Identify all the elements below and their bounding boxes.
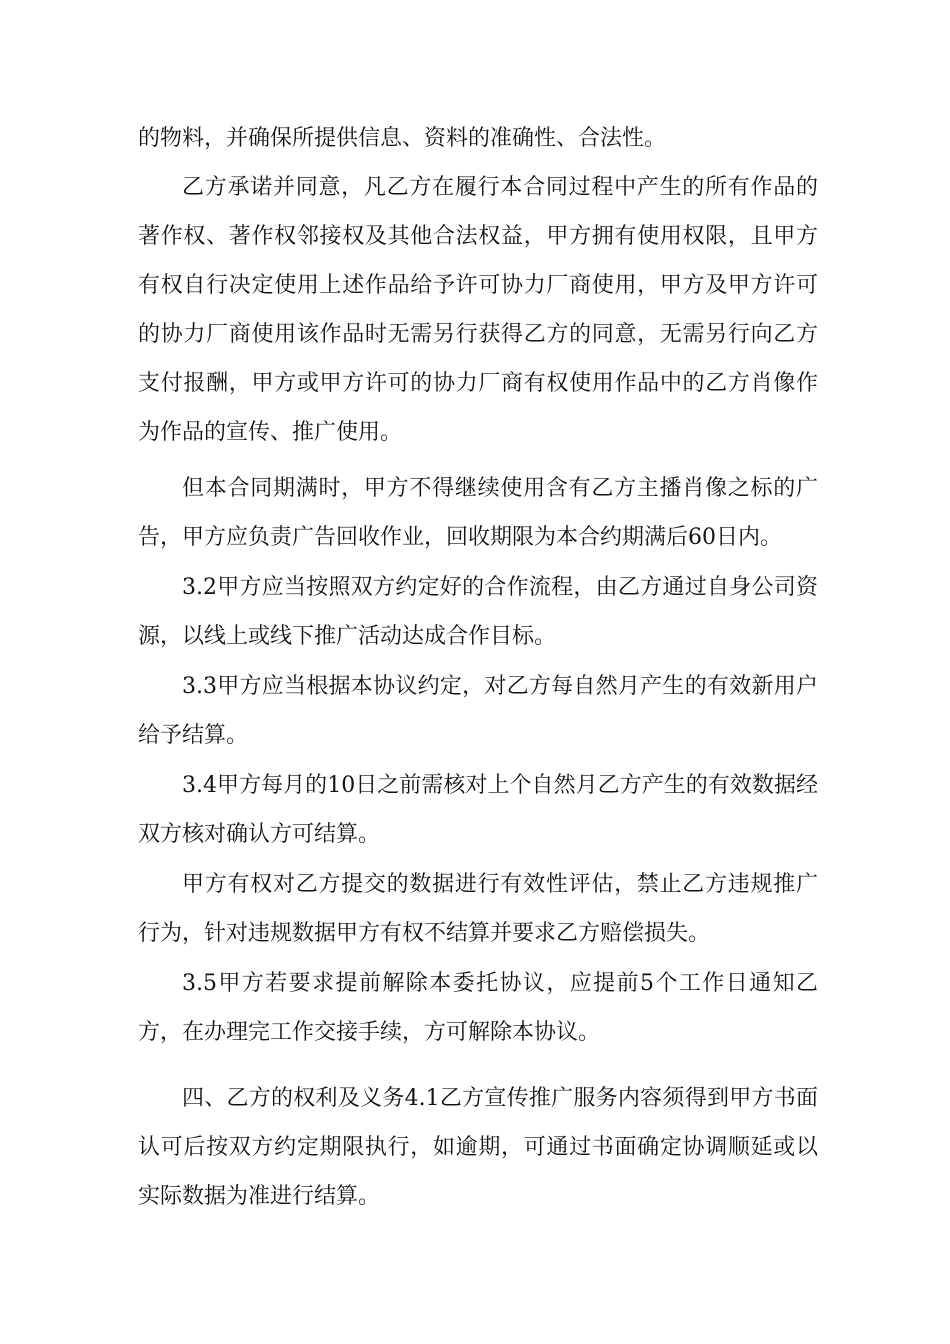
paragraph: 3.4甲方每月的10日之前需核对上个自然月乙方产生的有效数据经双方核对确认方可结算。: [138, 773, 818, 847]
paragraph: 乙方承诺并同意，凡乙方在履行本合同过程中产生的所有作品的著作权、著作权邻接权及其他合法权益，甲方拥有使用权限，且甲方有权自行决定使用上述作品给予许可协力厂商使用，甲方及甲方许可的协力厂商使用该作品时无需另行获得乙方的同意，无需另行向乙方支付报酬，甲方或甲方许可的协力厂商有权使用作品中的乙方肖像作为作品的宣传、推广使用。: [138, 175, 818, 445]
paragraph-clause-3-5: [138, 959, 818, 1057]
paragraph: 的物料，并确保所提供信息、资料的准确性、合法性。: [138, 126, 667, 151]
paragraph-clause-3-2: [138, 563, 818, 661]
paragraph-continuation: [138, 114, 818, 163]
paragraph-evaluation: [138, 860, 818, 958]
paragraph: 甲方有权对乙方提交的数据进行有效性评估，禁止乙方违规推广行为，针对违规数据甲方有权不结算并要求乙方赔偿损失。: [138, 872, 818, 946]
paragraph: 四、乙方的权利及义务4.1乙方宣传推广服务内容须得到甲方书面认可后按双方约定期限执行，如逾期，可通过书面确定协调顺延或以实际数据为准进行结算。: [138, 1086, 818, 1209]
paragraph-section-4: [138, 1074, 818, 1221]
paragraph: 3.3甲方应当根据本协议约定，对乙方每自然月产生的有效新用户给予结算。: [138, 674, 818, 748]
paragraph-clause-3-3: [138, 662, 818, 760]
paragraph: 3.5甲方若要求提前解除本委托协议，应提前5个工作日通知乙方，在办理完工作交接手续，方可解除本协议。: [138, 971, 818, 1045]
paragraph-expiry: [138, 464, 818, 562]
paragraph: 但本合同期满时，甲方不得继续使用含有乙方主播肖像之标的广告，甲方应负责广告回收作业，回收期限为本合约期满后60日内。: [138, 476, 818, 550]
paragraph: 3.2甲方应当按照双方约定好的合作流程，由乙方通过自身公司资源，以线上或线下推广活动达成合作目标。: [138, 575, 818, 649]
paragraph-clause-3-4: [138, 761, 818, 859]
paragraph-copyright: [138, 163, 818, 457]
